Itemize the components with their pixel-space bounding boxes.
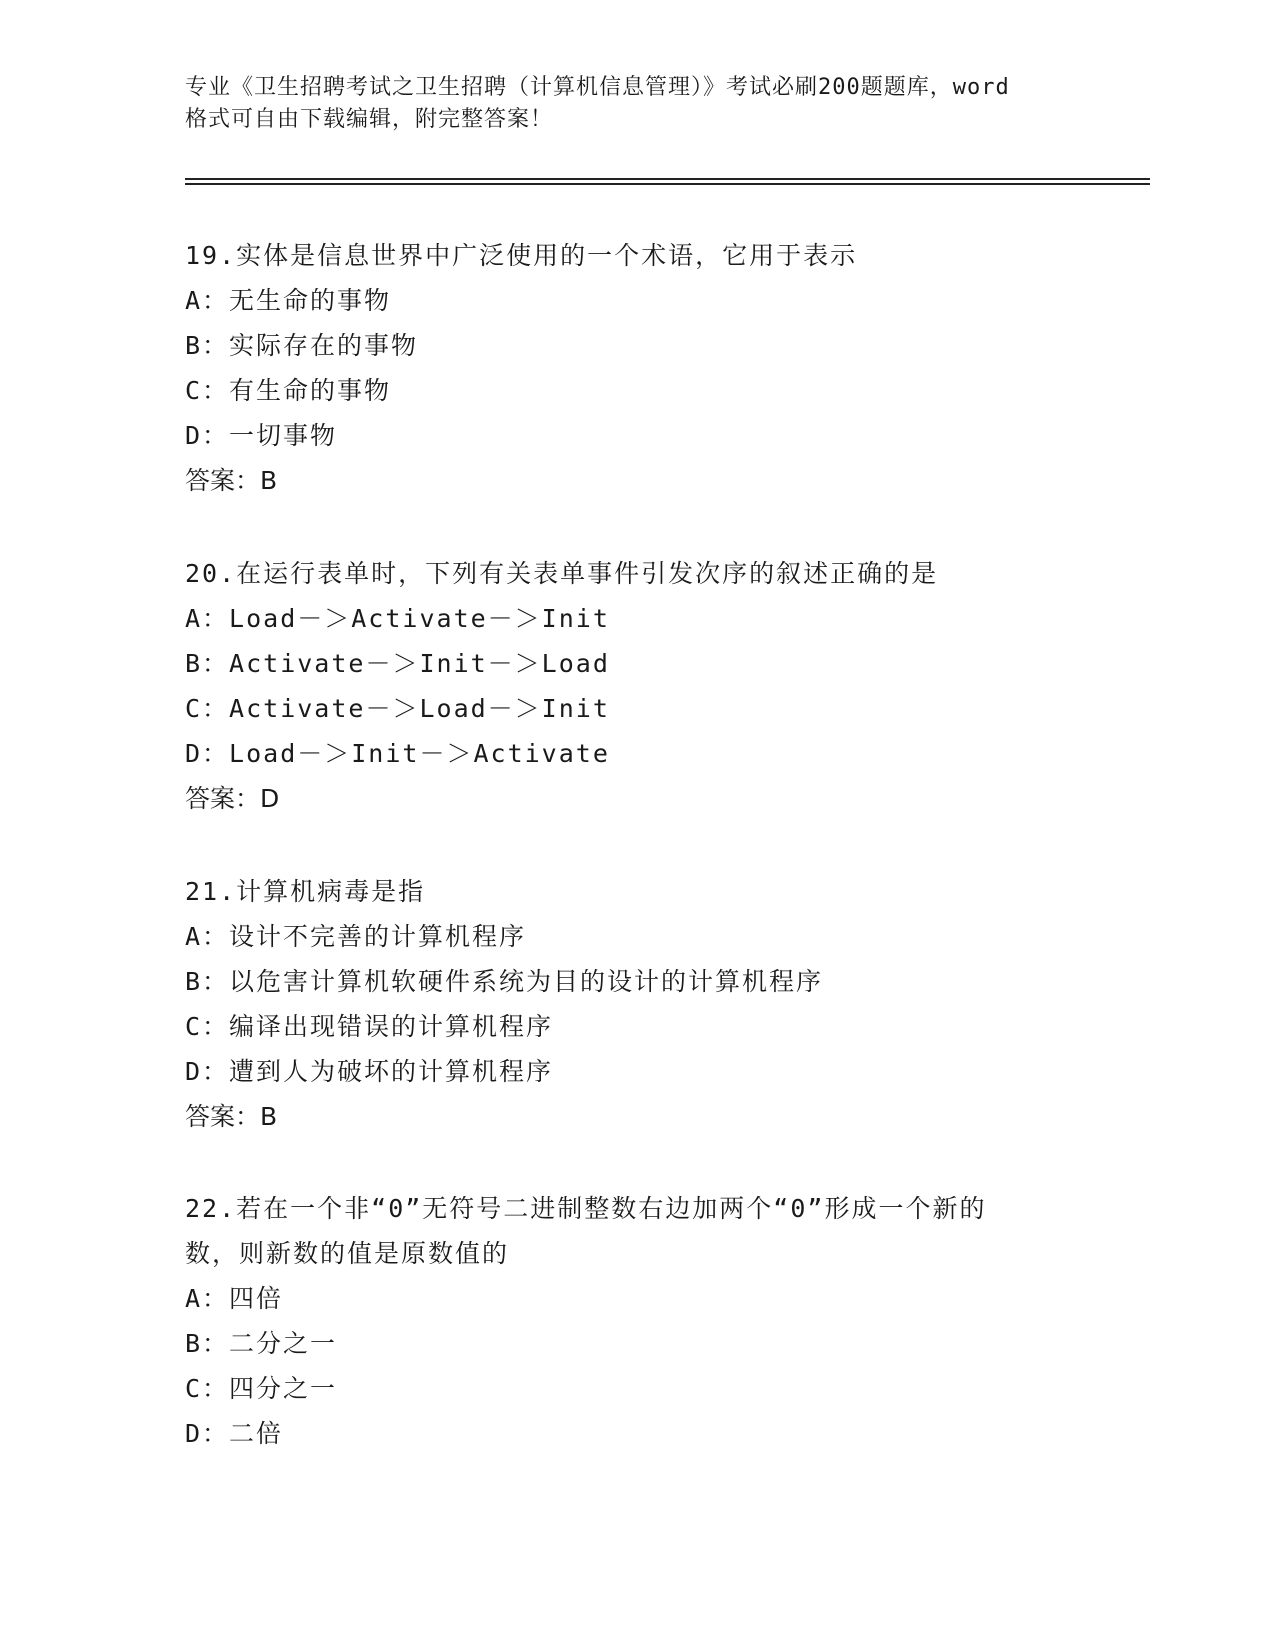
document-header — [185, 72, 1105, 136]
option-d: D：Load－＞Init－＞Activate — [185, 739, 610, 768]
question-text: 20.在运行表单时，下列有关表单事件引发次序的叙述正确的是 — [185, 559, 939, 588]
option-c: C：有生命的事物 — [185, 376, 392, 405]
question-20 — [185, 551, 1085, 821]
question-19 — [185, 233, 1085, 503]
option-b: B：实际存在的事物 — [185, 331, 419, 360]
answer-label: 答案：B — [185, 1102, 278, 1131]
option-b: B：二分之一 — [185, 1329, 338, 1358]
question-21 — [185, 869, 1085, 1139]
question-text-line-1: 22.若在一个非“0”无符号二进制整数右边加两个“0”形成一个新的 — [185, 1194, 987, 1223]
answer-label: 答案：B — [185, 466, 278, 495]
option-c: C：编译出现错误的计算机程序 — [185, 1012, 554, 1041]
option-a: A：设计不完善的计算机程序 — [185, 922, 527, 951]
option-a: A：Load－＞Activate－＞Init — [185, 604, 610, 633]
option-a: A：四倍 — [185, 1284, 284, 1313]
option-c: C：Activate－＞Load－＞Init — [185, 694, 610, 723]
option-d: D：遭到人为破坏的计算机程序 — [185, 1057, 554, 1086]
header-divider-bottom — [185, 183, 1150, 185]
question-text-line-2: 数，则新数的值是原数值的 — [185, 1239, 510, 1268]
header-line-1: 专业《卫生招聘考试之卫生招聘（计算机信息管理）》考试必刷200题题库，word — [185, 75, 1010, 100]
option-d: D：一切事物 — [185, 421, 338, 450]
header-divider-top — [185, 178, 1150, 180]
header-line-2: 格式可自由下载编辑，附完整答案！ — [185, 107, 554, 132]
question-22 — [185, 1186, 1085, 1456]
option-a: A：无生命的事物 — [185, 286, 392, 315]
answer-label: 答案：D — [185, 784, 280, 813]
option-b: B：以危害计算机软硬件系统为目的设计的计算机程序 — [185, 967, 824, 996]
question-text: 19.实体是信息世界中广泛使用的一个术语，它用于表示 — [185, 241, 858, 270]
option-c: C：四分之一 — [185, 1374, 338, 1403]
option-b: B：Activate－＞Init－＞Load — [185, 649, 610, 678]
option-d: D：二倍 — [185, 1419, 284, 1448]
question-text: 21.计算机病毒是指 — [185, 877, 426, 906]
